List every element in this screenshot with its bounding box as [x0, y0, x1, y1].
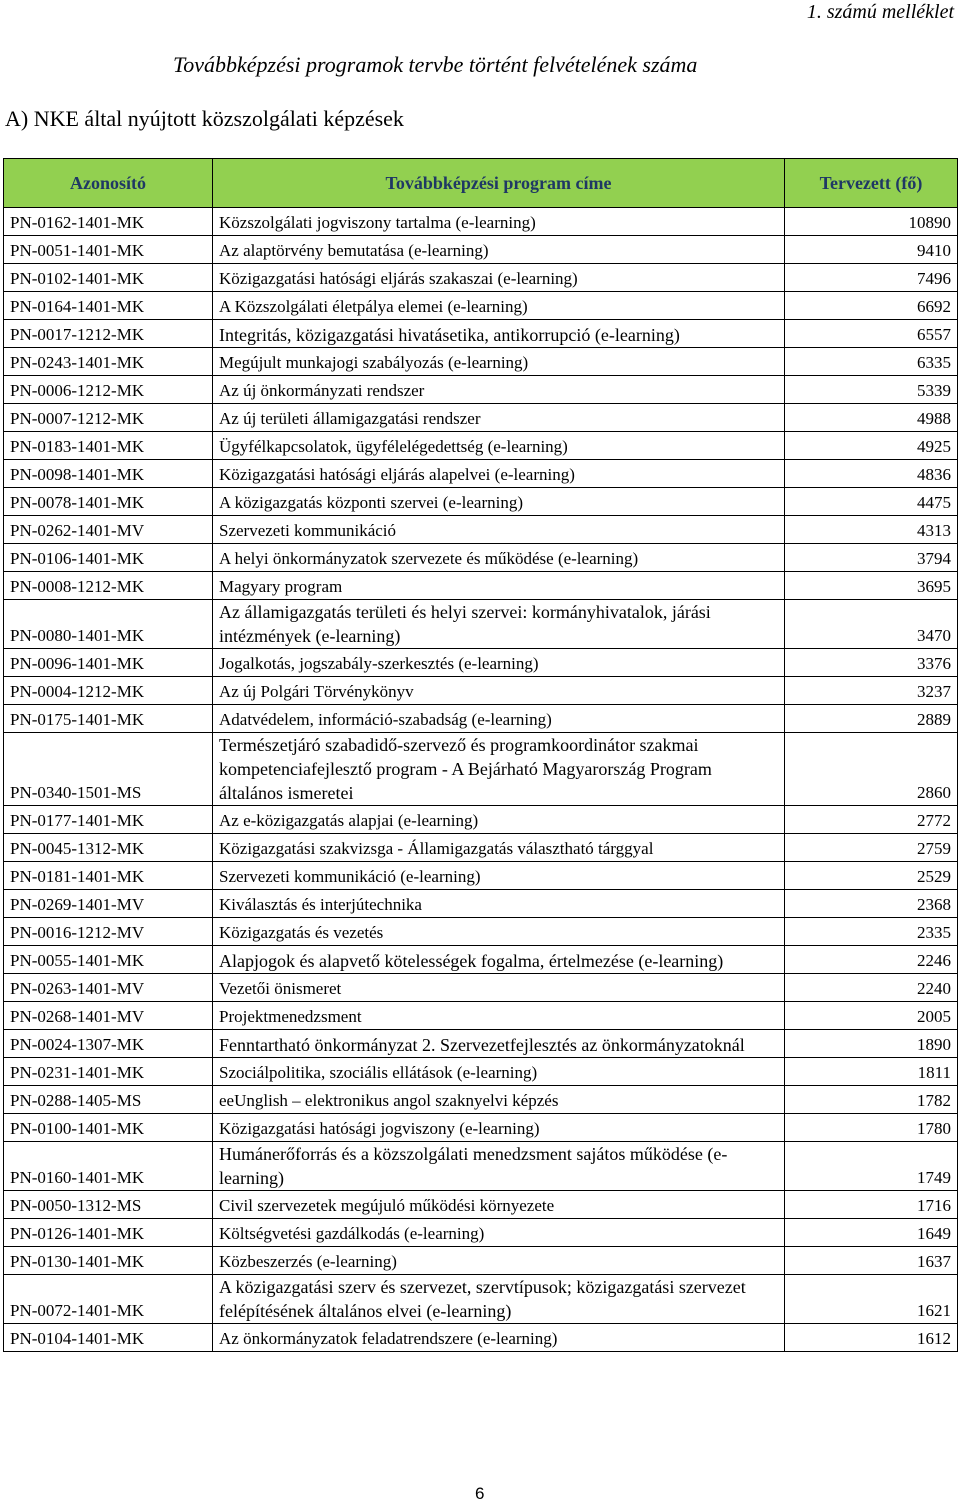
table-row: [4, 862, 958, 890]
document-title: Továbbképzési programok tervbe történt felvételének száma: [173, 52, 698, 77]
cell-title: Civil szervezetek megújuló működési környezete: [213, 1191, 785, 1219]
table-row: [4, 806, 958, 834]
table-row: [4, 918, 958, 946]
cell-planned: 2860: [785, 733, 958, 806]
cell-planned: 2889: [785, 705, 958, 733]
cell-id: PN-0098-1401-MK: [4, 460, 213, 488]
cell-title: Természetjáró szabadidő-szervező és programkoordinátor szakmai kompetenciafejlesztő program - A Bejárható Magyarország Program általános ismeretei: [213, 733, 785, 806]
cell-id: PN-0006-1212-MK: [4, 376, 213, 404]
cell-title: Megújult munkajogi szabályozás (e-learning): [213, 348, 785, 376]
table-row: [4, 460, 958, 488]
cell-title: Fenntartható önkormányzat 2. Szervezetfejlesztés az önkormányzatoknál: [213, 1030, 785, 1058]
cell-planned: 10890: [785, 208, 958, 236]
cell-planned: 2759: [785, 834, 958, 862]
cell-title: Ügyfélkapcsolatok, ügyfélelégedettség (e-learning): [213, 432, 785, 460]
cell-id: PN-0072-1401-MK: [4, 1275, 213, 1324]
cell-title: Az e-közigazgatás alapjai (e-learning): [213, 806, 785, 834]
cell-title: Alapjogok és alapvető kötelességek fogalma, értelmezése (e-learning): [213, 946, 785, 974]
cell-planned: 6335: [785, 348, 958, 376]
cell-title: A helyi önkormányzatok szervezete és működése (e-learning): [213, 544, 785, 572]
table-row: [4, 1247, 958, 1275]
cell-id: PN-0162-1401-MK: [4, 208, 213, 236]
cell-title: A Közszolgálati életpálya elemei (e-learning): [213, 292, 785, 320]
table-row: [4, 1058, 958, 1086]
cell-title: A közigazgatás központi szervei (e-learning): [213, 488, 785, 516]
cell-title: Humánerőforrás és a közszolgálati menedzsment sajátos működése (e-learning): [213, 1142, 785, 1191]
cell-title: Közigazgatás és vezetés: [213, 918, 785, 946]
table-row: [4, 1324, 958, 1352]
cell-planned: 1716: [785, 1191, 958, 1219]
cell-id: PN-0243-1401-MK: [4, 348, 213, 376]
cell-title: Szervezeti kommunikáció: [213, 516, 785, 544]
cell-id: PN-0055-1401-MK: [4, 946, 213, 974]
cell-planned: 1782: [785, 1086, 958, 1114]
table-row: [4, 677, 958, 705]
cell-title: Adatvédelem, információ-szabadság (e-learning): [213, 705, 785, 733]
cell-planned: 3376: [785, 649, 958, 677]
cell-title: Integritás, közigazgatási hivatásetika, antikorrupció (e-learning): [213, 320, 785, 348]
cell-title: Közbeszerzés (e-learning): [213, 1247, 785, 1275]
cell-id: PN-0096-1401-MK: [4, 649, 213, 677]
table-row: [4, 1114, 958, 1142]
cell-planned: 6692: [785, 292, 958, 320]
cell-planned: 1621: [785, 1275, 958, 1324]
table-row: [4, 236, 958, 264]
table-body: [4, 208, 958, 1352]
table-row: [4, 404, 958, 432]
cell-id: PN-0231-1401-MK: [4, 1058, 213, 1086]
column-header-id: Azonosító: [4, 159, 213, 208]
cell-planned: 1811: [785, 1058, 958, 1086]
cell-id: PN-0080-1401-MK: [4, 600, 213, 649]
table-row: [4, 1030, 958, 1058]
cell-planned: 1780: [785, 1114, 958, 1142]
cell-id: PN-0268-1401-MV: [4, 1002, 213, 1030]
cell-title: Az önkormányzatok feladatrendszere (e-learning): [213, 1324, 785, 1352]
cell-planned: 1612: [785, 1324, 958, 1352]
cell-id: PN-0004-1212-MK: [4, 677, 213, 705]
cell-title: Az államigazgatás területi és helyi szervei: kormányhivatalok, járási intézmények (e-learning): [213, 600, 785, 649]
table-row: [4, 834, 958, 862]
table-row: [4, 733, 958, 806]
cell-id: PN-0183-1401-MK: [4, 432, 213, 460]
cell-planned: 1637: [785, 1247, 958, 1275]
cell-id: PN-0106-1401-MK: [4, 544, 213, 572]
table-row: [4, 1275, 958, 1324]
cell-planned: 6557: [785, 320, 958, 348]
cell-planned: 1749: [785, 1142, 958, 1191]
cell-id: PN-0100-1401-MK: [4, 1114, 213, 1142]
cell-id: PN-0007-1212-MK: [4, 404, 213, 432]
cell-planned: 7496: [785, 264, 958, 292]
training-programs-table: [3, 158, 958, 1352]
table-row: [4, 1002, 958, 1030]
cell-title: Jogalkotás, jogszabály-szerkesztés (e-learning): [213, 649, 785, 677]
cell-planned: 5339: [785, 376, 958, 404]
cell-id: PN-0160-1401-MK: [4, 1142, 213, 1191]
page-number: 6: [475, 1484, 485, 1503]
cell-id: PN-0016-1212-MV: [4, 918, 213, 946]
table-row: [4, 208, 958, 236]
table-row: [4, 1142, 958, 1191]
cell-planned: 1649: [785, 1219, 958, 1247]
cell-title: Az alaptörvény bemutatása (e-learning): [213, 236, 785, 264]
table-row: [4, 572, 958, 600]
cell-id: PN-0288-1405-MS: [4, 1086, 213, 1114]
cell-id: PN-0050-1312-MS: [4, 1191, 213, 1219]
annex-label: 1. számú melléklet: [806, 1, 954, 23]
cell-planned: 9410: [785, 236, 958, 264]
cell-planned: 2529: [785, 862, 958, 890]
cell-title: Az új önkormányzati rendszer: [213, 376, 785, 404]
cell-title: eeUnglish – elektronikus angol szaknyelvi képzés: [213, 1086, 785, 1114]
cell-title: Közigazgatási hatósági eljárás alapelvei (e-learning): [213, 460, 785, 488]
cell-planned: 2772: [785, 806, 958, 834]
cell-title: Az új Polgári Törvénykönyv: [213, 677, 785, 705]
column-header-planned: Tervezett (fő): [785, 159, 958, 208]
cell-id: PN-0263-1401-MV: [4, 974, 213, 1002]
table-header-row: [4, 159, 958, 208]
cell-title: Közigazgatási hatósági jogviszony (e-learning): [213, 1114, 785, 1142]
cell-planned: 4836: [785, 460, 958, 488]
cell-id: PN-0175-1401-MK: [4, 705, 213, 733]
cell-planned: 4988: [785, 404, 958, 432]
cell-id: PN-0045-1312-MK: [4, 834, 213, 862]
cell-id: PN-0262-1401-MV: [4, 516, 213, 544]
table-row: [4, 320, 958, 348]
table-row: [4, 1191, 958, 1219]
cell-title: Vezetői önismeret: [213, 974, 785, 1002]
cell-planned: 2335: [785, 918, 958, 946]
cell-planned: 4925: [785, 432, 958, 460]
section-title: A) NKE által nyújtott közszolgálati képzések: [5, 106, 404, 131]
table-row: [4, 544, 958, 572]
cell-title: Közigazgatási szakvizsga - Államigazgatás választható tárggyal: [213, 834, 785, 862]
cell-title: Magyary program: [213, 572, 785, 600]
cell-planned: 3695: [785, 572, 958, 600]
cell-title: Költségvetési gazdálkodás (e-learning): [213, 1219, 785, 1247]
cell-id: PN-0130-1401-MK: [4, 1247, 213, 1275]
cell-planned: 2005: [785, 1002, 958, 1030]
cell-planned: 2240: [785, 974, 958, 1002]
table-row: [4, 488, 958, 516]
table-row: [4, 600, 958, 649]
cell-id: PN-0051-1401-MK: [4, 236, 213, 264]
cell-title: A közigazgatási szerv és szervezet, szervtípusok; közigazgatási szervezet felépítésének általános elvei (e-learning): [213, 1275, 785, 1324]
table-row: [4, 946, 958, 974]
cell-planned: 2246: [785, 946, 958, 974]
table-row: [4, 376, 958, 404]
cell-planned: 4313: [785, 516, 958, 544]
column-header-title: Továbbképzési program címe: [213, 159, 785, 208]
table-row: [4, 516, 958, 544]
cell-id: PN-0024-1307-MK: [4, 1030, 213, 1058]
cell-planned: 1890: [785, 1030, 958, 1058]
table-row: [4, 705, 958, 733]
cell-id: PN-0181-1401-MK: [4, 862, 213, 890]
cell-id: PN-0078-1401-MK: [4, 488, 213, 516]
cell-planned: 2368: [785, 890, 958, 918]
cell-planned: 3470: [785, 600, 958, 649]
cell-id: PN-0126-1401-MK: [4, 1219, 213, 1247]
table-row: [4, 264, 958, 292]
cell-id: PN-0102-1401-MK: [4, 264, 213, 292]
cell-id: PN-0340-1501-MS: [4, 733, 213, 806]
cell-title: Szociálpolitika, szociális ellátások (e-learning): [213, 1058, 785, 1086]
table-row: [4, 432, 958, 460]
table-row: [4, 348, 958, 376]
cell-title: Közszolgálati jogviszony tartalma (e-learning): [213, 208, 785, 236]
cell-id: PN-0104-1401-MK: [4, 1324, 213, 1352]
table-row: [4, 292, 958, 320]
cell-id: PN-0177-1401-MK: [4, 806, 213, 834]
cell-title: Szervezeti kommunikáció (e-learning): [213, 862, 785, 890]
cell-id: PN-0017-1212-MK: [4, 320, 213, 348]
cell-id: PN-0269-1401-MV: [4, 890, 213, 918]
cell-title: Az új területi államigazgatási rendszer: [213, 404, 785, 432]
table-row: [4, 649, 958, 677]
cell-title: Közigazgatási hatósági eljárás szakaszai (e-learning): [213, 264, 785, 292]
table-row: [4, 1086, 958, 1114]
cell-planned: 3237: [785, 677, 958, 705]
cell-title: Kiválasztás és interjútechnika: [213, 890, 785, 918]
table-row: [4, 890, 958, 918]
cell-planned: 4475: [785, 488, 958, 516]
cell-planned: 3794: [785, 544, 958, 572]
table-row: [4, 974, 958, 1002]
table-row: [4, 1219, 958, 1247]
cell-title: Projektmenedzsment: [213, 1002, 785, 1030]
cell-id: PN-0164-1401-MK: [4, 292, 213, 320]
cell-id: PN-0008-1212-MK: [4, 572, 213, 600]
